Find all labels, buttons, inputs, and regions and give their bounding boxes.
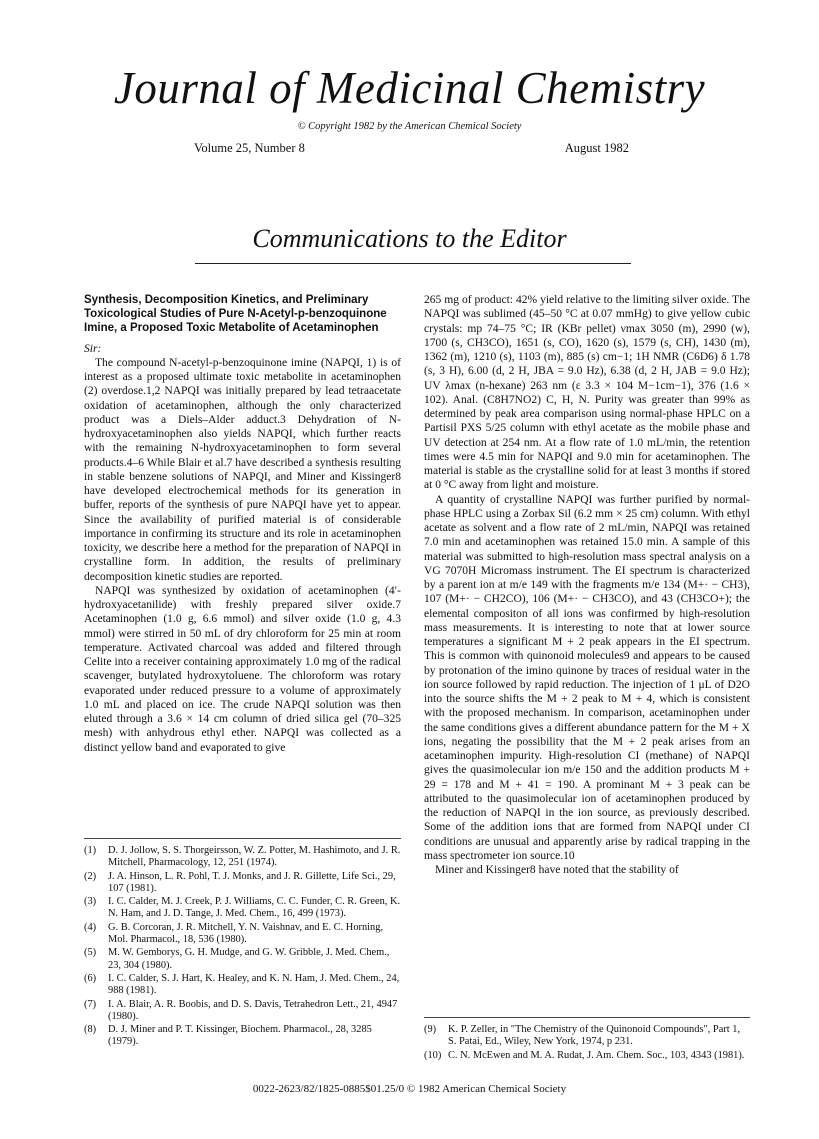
footnote xyxy=(84,845,401,870)
footnote xyxy=(84,1024,401,1049)
footnote-text: G. B. Corcoran, J. R. Mitchell, Y. N. Vaishnav, and E. C. Horning, Mol. Pharmacol., 18, 536 (1980). xyxy=(108,921,384,946)
footnote xyxy=(84,973,401,998)
footnote-number: (3) xyxy=(84,896,97,908)
footnote-number: (9) xyxy=(424,1024,437,1035)
footnote-number: (2) xyxy=(84,870,97,882)
footnote xyxy=(84,896,401,921)
footnote-number: (10) xyxy=(424,1049,442,1061)
section-title: Communications to the Editor xyxy=(252,224,567,253)
footnote-text: C. N. McEwen and M. A. Rudat, J. Am. Chem. Soc., 103, 4343 (1981). xyxy=(448,1049,745,1061)
body-paragraph: NAPQI was synthesized by oxidation of acetaminophen (4′-hydroxyacetanilide) with freshly prepared silver oxide.7 Acetaminophen (1.0 g, 6.6 mmol) and silver oxide (1.0 g, 4.3 mmol) were stirred in 50 mL of dry chloroform for 25 min at room temperature. Activated charcoal was added and filtered through Celite into a receiver containing approximately 1.0 mg of the radical scavenger, butylated hydroxytoluene. The chloroform was rotary evaporated under reduced pressure to a volume of approximately 1.0 mL and placed on ice. The crude NAPQI solution was then eluted through a 3.6 × 14 cm column of dried silica gel (70–325 mesh) with anhydrous ethyl ether. NAPQI was collected as a distinct yellow band and evaporated to give xyxy=(84,584,401,754)
footnotes-left xyxy=(84,838,401,1050)
footnote-text: D. J. Miner and P. T. Kissinger, Biochem. Pharmacol., 28, 3285 (1979). xyxy=(108,1024,372,1048)
footnotes-right xyxy=(424,1017,750,1063)
footnote-number: (4) xyxy=(84,921,97,933)
footnote-text: K. P. Zeller, in "The Chemistry of the Quinonoid Compounds", Part 1, S. Patai, Ed., Wiley, New York, 1974, p 231. xyxy=(448,1024,741,1048)
page-footer-line: 0022-2623/82/1825-0885$01.25/0 © 1982 American Chemical Society xyxy=(252,1083,567,1095)
article-title: Synthesis, Decomposition Kinetics, and Preliminary Toxicological Studies of Pure N-Acetyl-p-benzoquinone Imine, a Proposed Toxic Metabolite of Acetaminophen xyxy=(84,294,387,335)
footnote-text: M. W. Gemborys, G. H. Mudge, and G. W. Gribble, J. Med. Chem., 23, 304 (1980). xyxy=(108,947,390,971)
footnote-number: (8) xyxy=(84,1024,97,1036)
footnote xyxy=(84,871,401,896)
section-rule xyxy=(195,263,631,264)
body-paragraph: The compound N-acetyl-p-benzoquinone imine (NAPQI, 1) is of interest as a proposed ultimate toxic metabolite in acetaminophen (2) overdose.1,2 NAPQI was initially prepared by lead tetraacetate oxidation of acetaminophen, although the only characterized product was a Diels–Alder adduct.3 Dehydration of N-hydroxyacetaminophen also yields NAPQI, which further reacts with the remaining N-hydroxyacetaminophen to form several products.4–6 While Blair et al.7 have described a synthesis resulting in stable benzene solutions of NAPQI, and Miner and Kissinger8 have developed electrochemical methods for its generation in buffer, reports of the synthesis of pure NAPQI have yet to appear. Since the availability of purified material is of considerable importance in confirming its structure and its role in acetaminophen toxicity, we describe here a method for the preparation of NAPQI in crystalline form. In addition, the results of preliminary decomposition kinetic studies are reported. xyxy=(84,356,401,583)
right-column xyxy=(424,293,750,877)
journal-title: Journal of Medicinal Chemistry xyxy=(113,63,706,113)
copyright-line: © Copyright 1982 by the American Chemical Society xyxy=(297,121,522,132)
footnote-number: (7) xyxy=(84,998,97,1010)
footnote-number: (6) xyxy=(84,972,97,984)
footnote-text: D. J. Jollow, S. S. Thorgeirsson, W. Z. Potter, M. Hashimoto, and J. R. Mitchell, Pharmacology, 12, 251 (1974). xyxy=(108,845,401,869)
footnote-number: (1) xyxy=(84,845,97,856)
footnote-number: (5) xyxy=(84,947,97,959)
left-column xyxy=(84,293,401,755)
body-paragraph: 265 mg of product: 42% yield relative to the limiting silver oxide. The NAPQI was sublimed (45–50 °C at 0.07 mmHg) to give yellow cubic crystals: mp 74–75 °C; IR (KBr pellet) νmax 3050 (m), 2990 (w), 1700 (s, CH3CO), 1651 (s, CO), 1620 (s), 1579 (s, CH), 1430 (m), 1362 (m), 1210 (s), 1103 (m), 885 (s) cm−1; 1H NMR (C6D6) δ 1.78 (s, 3 H), 6.00 (d, 2 H, JBA = 9.0 Hz), 6.38 (d, 2 H, JAB = 9.0 Hz); UV λmax (n-hexane) 263 nm (ε 3.3 × 104 M−1cm−1), 376 (1.6 × 102). Anal. (C8H7NO2) C, H, N. Purity was greater than 99% as determined by peak area comparison using normal-phase HPLC on a Partisil PXS 5/25 column with ethyl acetate as the mobile phase and UV detection at 254 nm. At a flow rate of 1.0 mL/min, the retention times were 4.5 min for NAPQI and 9.0 min for acetaminophen. The material is stable as the crystalline solid for at least 3 months if stored at 0 °C away from light and moisture. xyxy=(424,294,750,492)
footnote xyxy=(84,999,401,1024)
body-paragraph: Miner and Kissinger8 have noted that the stability of xyxy=(435,864,679,876)
footnote xyxy=(424,1050,750,1062)
footnote xyxy=(424,1024,750,1049)
footnote-text: I. C. Calder, S. J. Hart, K. Healey, and K. N. Ham, J. Med. Chem., 24, 988 (1981). xyxy=(108,972,400,997)
footnote-text: I. C. Calder, M. J. Creek, P. J. Williams, C. C. Funder, C. R. Green, K. N. Ham, and J. D. Tange, J. Med. Chem., 16, 499 (1973). xyxy=(108,896,401,920)
footnote xyxy=(84,947,401,972)
volume-number: Volume 25, Number 8 xyxy=(194,141,305,155)
salutation: Sir: xyxy=(84,342,102,355)
footnote-text: J. A. Hinson, L. R. Pohl, T. J. Monks, and J. R. Gillette, Life Sci., 29, 107 (1981). xyxy=(108,870,396,894)
issue-date: August 1982 xyxy=(564,141,629,155)
footnote xyxy=(84,922,401,947)
footnote-text: I. A. Blair, A. R. Boobis, and D. S. Davis, Tetrahedron Lett., 21, 4947 (1980). xyxy=(108,998,398,1022)
body-paragraph: A quantity of crystalline NAPQI was further purified by normal-phase HPLC using a Zorbax Sil (6.2 mm × 25 cm) column. With ethyl acetate as solvent and a flow rate of 2 mL/min, NAPQI was retained 7.0 min and acetaminophen was retained 15.0 min. A sample of this material was submitted to high-resolution mass spectral analysis on a VG 7070H Micromass instrument. The EI spectrum is characterized by a parent ion at m/e 149 with the fragments m/e 134 (M+· − CH3), 107 (M+· − CH2CO), 106 (M+· − CH3CO), and 43 (CH3CO+); the elemental compositon of all ions was confirmed by high-resolution mass measurements. It is interesting to note that at lower source temperatures a significant M + 2 peak appears in the EI spectrum. This is common with quinonoid molecules9 and appears to be caused by protonation of the imino quinone by traces of residual water in the ion source followed by rapid reduction. The injection of 1 μL of D2O into the source shifts the M + 2 peak to M + 4, which is consistent with the proposed mechanism. In comparison, acetaminophen under the same conditions gives a different abundance pattern for the M + X ions, negating the possibility that the M + 2 peak arises from an acetaminophen impurity. High-resolution CI (methane) of NAPQI gives the quasimolecular ion m/e 150 and the addition products M + 29 = 178 and M + 41 = 190. A prominant M + 3 peak can be attributed to the quasimolecular ion of acetaminophen produced by the reduction of NAPQI in the ion source, as previously described. Some of the addition ions that are formed from NAPQI under CI conditions are unusual and apparently arise by radical trapping in the mass spectrometer ion source.10 xyxy=(424,493,750,862)
